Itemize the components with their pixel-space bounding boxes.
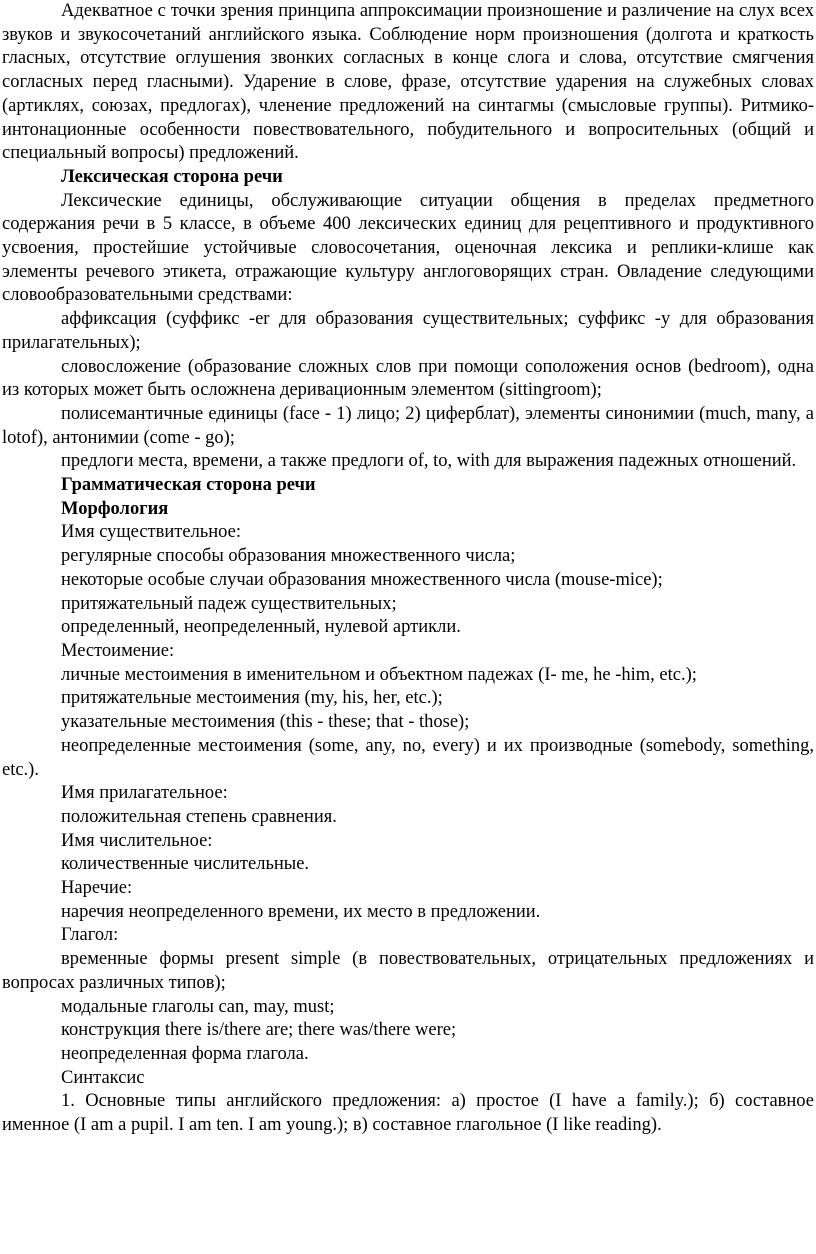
list-item: наречия неопределенного времени, их место в предложении. <box>61 901 541 922</box>
list-item: конструкция there is/there are; there was/there were; <box>61 1020 457 1041</box>
list-item: модальные глаголы can, may, must; <box>61 996 335 1017</box>
paragraph-sentence-types: 1. Основные типы английского предложения: а) простое (I have a family.); б) составное именное (I am a pupil. I am ten. I am young.); в) составное глагольное (I like reading). <box>2 1091 814 1136</box>
list-item: Имя существительное: <box>61 522 241 543</box>
paragraph-prepositions: предлоги места, времени, а также предлоги of, to, with для выражения падежных отношений. <box>61 451 797 472</box>
heading-grammar: Грамматическая сторона речи <box>61 475 316 496</box>
list-item: Местоимение: <box>61 640 175 661</box>
heading-lexical: Лексическая сторона речи <box>61 166 283 187</box>
paragraph-polysemy: полисемантичные единицы (face - 1) лицо; 2) циферблат), элементы синонимии (much, many, a lotof), антонимии (come - go); <box>2 403 814 448</box>
section-label-syntax: Синтаксис <box>61 1067 145 1088</box>
list-item: притяжательный падеж существительных; <box>61 593 397 614</box>
list-item: притяжательные местоимения (my, his, her, etc.); <box>61 688 443 709</box>
list-item: Имя прилагательное: <box>61 783 228 804</box>
list-item: неопределенные местоимения (some, any, no, every) и их производные (somebody, something, etc.). <box>2 735 814 780</box>
list-item: личные местоимения в именительном и объектном падежах (I- me, he -him, etc.); <box>61 664 697 685</box>
paragraph-pronunciation: Адекватное с точки зрения принципа аппроксимации произношение и различение на слух всех звуков и звукосочетаний английского языка. Соблюдение норм произношения (долгота и краткость гласных, отсутствие оглушения звонких согласных в конце слога и слова, отсутствие смягчения согласных перед гласными). Ударение в слове, фразе, отсутствие ударения на служебных словах (артиклях, союзах, предлогах), членение предложений на синтагмы (смысловые группы). Ритмико-интонационные особенности повествовательного, побудительного и вопросительных (общий и специальный вопросы) предложений. <box>2 1 814 164</box>
paragraph-affixation: аффиксация (суффикс -er для образования существительных; суффикс -y для образования прилагательных); <box>2 309 814 353</box>
list-item: Глагол: <box>61 925 119 946</box>
list-item: Наречие: <box>61 878 133 899</box>
list-item: указательные местоимения (this - these; that - those); <box>61 712 470 733</box>
list-item: регулярные способы образования множественного числа; <box>61 546 516 567</box>
list-item: неопределенная форма глагола. <box>61 1043 309 1064</box>
list-item: некоторые особые случаи образования множественного числа (mouse-mice); <box>61 569 663 590</box>
list-item: определенный, неопределенный, нулевой артикли. <box>61 617 461 638</box>
paragraph-compounding: словосложение (образование сложных слов при помощи соположения основ (bedroom), одна из которых может быть осложнена деривационным элементом (sittingroom); <box>2 356 814 401</box>
list-item: положительная степень сравнения. <box>61 806 337 827</box>
heading-morphology: Морфология <box>61 498 169 519</box>
paragraph-lexical-units: Лексические единицы, обслуживающие ситуации общения в пределах предметного содержания речи в 5 классе, в объеме 400 лексических единиц для рецептивного и продуктивного усвоения, простейшие устойчивые словосочетания, оценочная лексика и реплики-клише как элементы речевого этикета, отражающие культуру англоговорящих стран. Овладение следующими словообразовательными средствами: <box>2 190 814 306</box>
list-item: временные формы present simple (в повествовательных, отрицательных предложениях и вопросах различных типов); <box>2 949 814 993</box>
list-item: количественные числительные. <box>61 854 310 875</box>
list-item: Имя числительное: <box>61 830 213 851</box>
